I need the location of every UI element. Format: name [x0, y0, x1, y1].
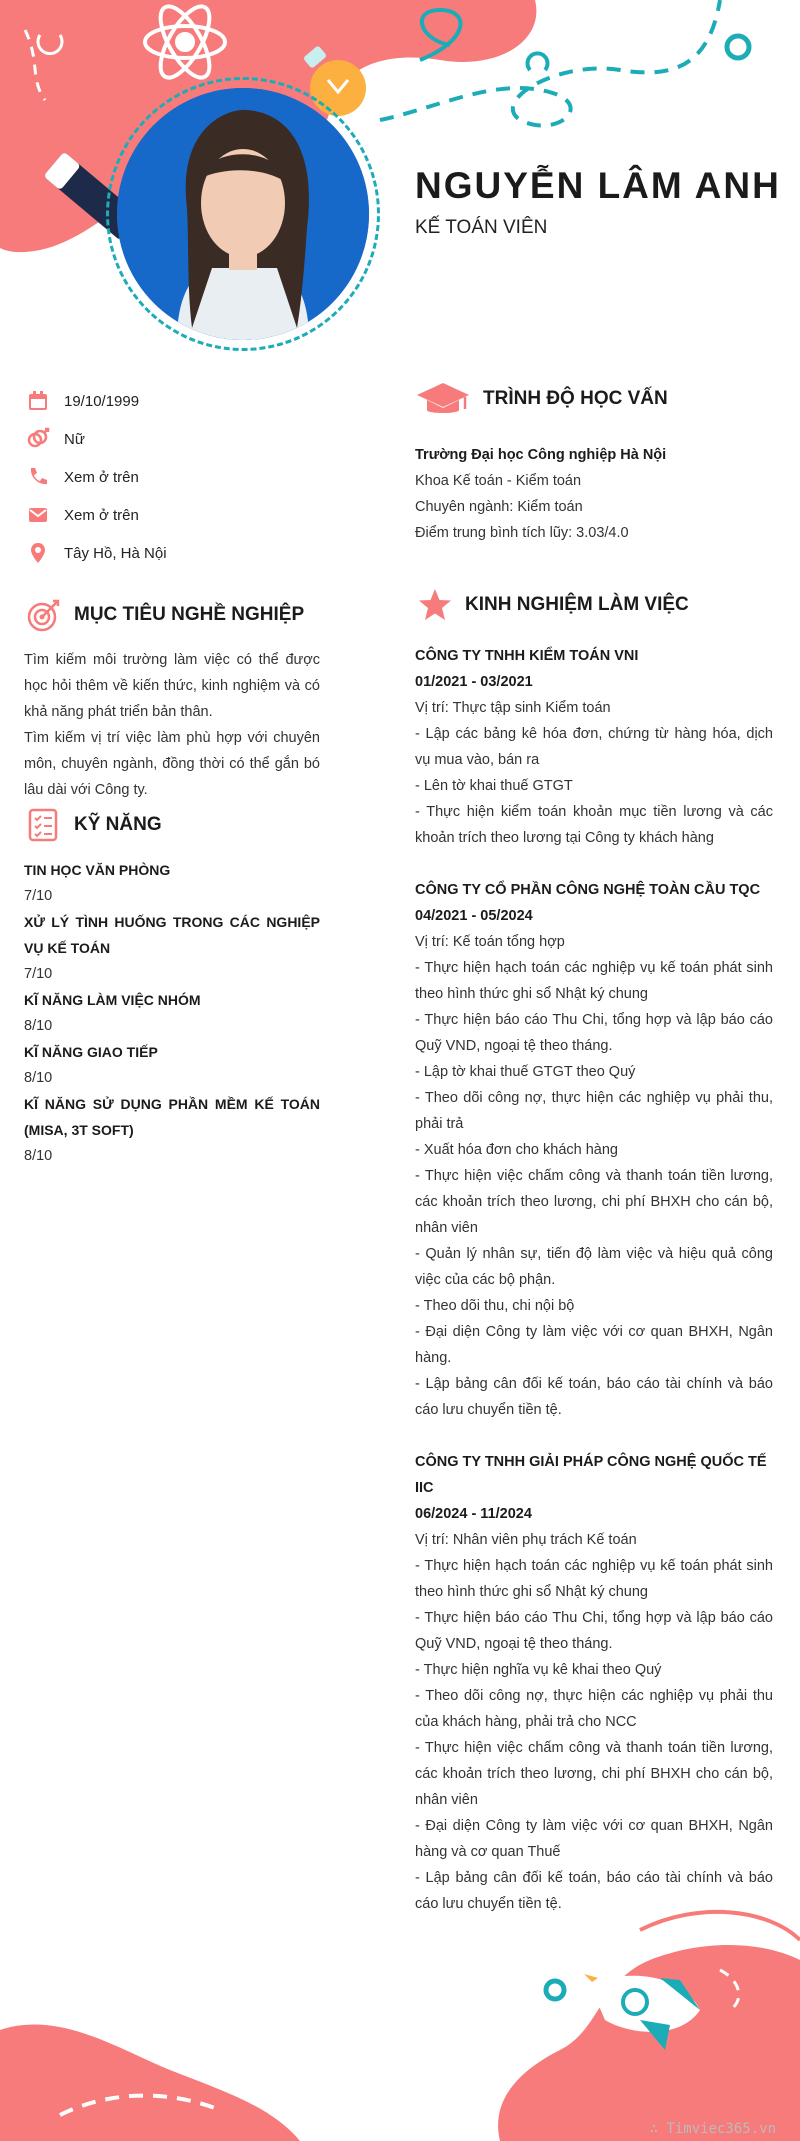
watermark: ∴ Timviec365.vn [649, 2121, 776, 2137]
job-period: 06/2024 - 11/2024 [415, 1506, 532, 1522]
location-icon [24, 539, 52, 567]
contact-row-birthday [24, 382, 344, 420]
skill-score: 8/10 [24, 1070, 53, 1086]
experience-title: KINH NGHIỆM LÀM VIỆC [465, 594, 689, 615]
skill-item [24, 987, 320, 1039]
objective-paragraph: Tìm kiếm môi trường làm việc có thể được học hỏi thêm về kiến thức, kinh nghiệm và có khả năng phát triển bản thân. [24, 652, 320, 720]
contact-row-phone [24, 458, 344, 496]
job-entry [415, 877, 773, 1423]
gender-value: Nữ [64, 430, 85, 448]
email-value: Xem ở trên [64, 506, 139, 524]
skill-score: 8/10 [24, 1148, 53, 1164]
job-line: - Xuất hóa đơn cho khách hàng [415, 1142, 618, 1158]
education-school: Trường Đại học Công nghiệp Hà Nội [415, 447, 667, 463]
education-heading [415, 378, 773, 420]
skill-name: KĨ NĂNG SỬ DỤNG PHẦN MỀM KẾ TOÁN (MISA, 3T SOFT) [24, 1096, 320, 1138]
job-line: - Thực hiện việc chấm công và thanh toán tiền lương, các khoản trích theo lương, chi phí BHXH cho cán bộ, nhân viên [415, 1168, 773, 1236]
contact-row-location [24, 534, 344, 572]
education-line: Điểm trung bình tích lũy: 3.03/4.0 [415, 525, 629, 541]
contact-list [24, 382, 344, 572]
job-line: - Đại diện Công ty làm việc với cơ quan BHXH, Ngân hàng và cơ quan Thuế [415, 1818, 773, 1860]
job-line: - Quản lý nhân sự, tiến độ làm việc và hiệu quả công việc của các bộ phận. [415, 1246, 773, 1288]
job-company: CÔNG TY TNHH GIẢI PHÁP CÔNG NGHỆ QUỐC TẾ IIC [415, 1454, 767, 1496]
job-line: - Lập bảng cân đối kế toán, báo cáo tài chính và báo cáo lưu chuyển tiền tệ. [415, 1376, 773, 1418]
job-line: - Đại diện Công ty làm việc với cơ quan BHXH, Ngân hàng. [415, 1324, 773, 1366]
objective-title: MỤC TIÊU NGHỀ NGHIỆP [74, 604, 305, 625]
job-line: Vị trí: Nhân viên phụ trách Kế toán [415, 1532, 637, 1548]
job-line: - Lên tờ khai thuế GTGT [415, 778, 573, 794]
job-company: CÔNG TY TNHH KIỂM TOÁN VNI [415, 648, 639, 664]
skill-name: KĨ NĂNG LÀM VIỆC NHÓM [24, 992, 201, 1008]
job-line: - Theo dõi công nợ, thực hiện các nghiệp vụ phải thu, phải trả [415, 1090, 773, 1132]
job-line: - Lập bảng cân đối kế toán, báo cáo tài chính và báo cáo lưu chuyển tiền tệ. [415, 1870, 773, 1912]
education-line: Chuyên ngành: Kiểm toán [415, 499, 583, 515]
job-company: CÔNG TY CỔ PHẦN CÔNG NGHỆ TOÀN CẦU TQC [415, 882, 761, 898]
job-title: KẾ TOÁN VIÊN [415, 217, 548, 238]
checklist-icon [24, 805, 64, 845]
experience-heading [415, 585, 773, 625]
job-line: - Lập các bảng kê hóa đơn, chứng từ hàng hóa, dịch vụ mua vào, bán ra [415, 726, 773, 768]
skill-name: XỬ LÝ TÌNH HUỐNG TRONG CÁC NGHIỆP VỤ KẾ TOÁN [24, 914, 320, 956]
job-line: - Thực hiện báo cáo Thu Chi, tổng hợp và lập báo cáo Quỹ VND, ngoại tệ theo tháng. [415, 1012, 773, 1054]
job-entry [415, 643, 773, 851]
job-line: - Theo dõi thu, chi nội bộ [415, 1298, 575, 1314]
experience-section [415, 585, 773, 1943]
contact-row-email [24, 496, 344, 534]
objective-paragraph: Tìm kiếm vị trí việc làm phù hợp với chuyên môn, chuyên ngành, đồng thời có thể gắn bó lâu dài với Công ty. [24, 730, 320, 798]
skill-score: 7/10 [24, 888, 53, 904]
skill-name: TIN HỌC VĂN PHÒNG [24, 862, 171, 878]
job-line: - Lập tờ khai thuế GTGT theo Quý [415, 1064, 636, 1080]
job-line: - Thực hiện kiểm toán khoản mục tiền lương và các khoản trích theo lương tại Công ty khách hàng [415, 804, 773, 846]
job-line: - Thực hiện hạch toán các nghiệp vụ kế toán phát sinh theo hình thức ghi sổ Nhật ký chung [415, 960, 773, 1002]
gender-icon [24, 425, 52, 453]
contact-row-gender [24, 420, 344, 458]
job-line: Vị trí: Kế toán tổng hợp [415, 934, 565, 950]
skill-item [24, 857, 320, 909]
objective-section [24, 595, 320, 803]
location-value: Tây Hồ, Hà Nội [64, 544, 167, 562]
job-line: - Thực hiện hạch toán các nghiệp vụ kế toán phát sinh theo hình thức ghi sổ Nhật ký chung [415, 1558, 773, 1600]
calendar-icon [24, 387, 52, 415]
job-line: - Thực hiện nghĩa vụ kê khai theo Quý [415, 1662, 662, 1678]
skill-item [24, 909, 320, 987]
birthday-value: 19/10/1999 [64, 392, 140, 410]
skills-section [24, 805, 320, 1169]
phone-value: Xem ở trên [64, 468, 139, 486]
email-icon [24, 501, 52, 529]
skills-title: KỸ NĂNG [74, 814, 162, 835]
skill-score: 7/10 [24, 966, 53, 982]
job-line: Vị trí: Thực tập sinh Kiểm toán [415, 700, 611, 716]
candidate-name: NGUYỄN LÂM ANH [415, 165, 781, 206]
job-line: - Thực hiện việc chấm công và thanh toán tiền lương, các khoản trích theo lương, chi phí BHXH cho cán bộ, nhân viên [415, 1740, 773, 1808]
job-entry [415, 1449, 773, 1917]
target-icon [24, 595, 64, 635]
objective-heading [24, 595, 320, 635]
skill-item [24, 1091, 320, 1169]
skill-name: KĨ NĂNG GIAO TIẾP [24, 1044, 158, 1060]
skills-heading [24, 805, 320, 845]
star-icon [415, 585, 455, 625]
phone-icon [24, 463, 52, 491]
profile-photo [117, 88, 369, 340]
job-line: - Theo dõi công nợ, thực hiện các nghiệp vụ phải thu của khách hàng, phải trả cho NCC [415, 1688, 773, 1730]
job-period: 01/2021 - 03/2021 [415, 674, 533, 690]
graduation-cap-icon [415, 378, 471, 420]
education-title: TRÌNH ĐỘ HỌC VẤN [483, 388, 668, 409]
footer-decoration [0, 1900, 800, 2141]
job-period: 04/2021 - 05/2024 [415, 908, 533, 924]
skill-item [24, 1039, 320, 1091]
education-line: Khoa Kế toán - Kiểm toán [415, 473, 582, 489]
education-section [415, 378, 773, 546]
skill-score: 8/10 [24, 1018, 53, 1034]
job-line: - Thực hiện báo cáo Thu Chi, tổng hợp và lập báo cáo Quỹ VND, ngoại tệ theo tháng. [415, 1610, 773, 1652]
